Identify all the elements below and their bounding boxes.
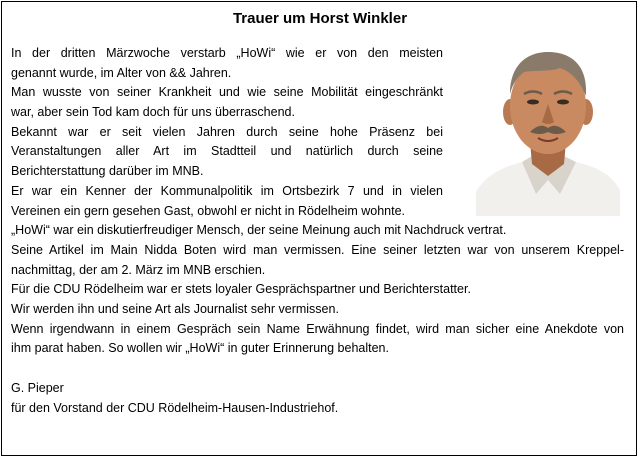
text-line: Wir werden ihn und seine Art als Journalist sehr vermissen.	[11, 301, 339, 316]
text-line: genannt wurde, im Alter von && Jahren.	[11, 65, 232, 80]
text-line: Er war ein Kenner der Kommunalpolitik im Ortsbezirk 7 und in vielen	[11, 183, 443, 198]
signature-name: G. Pieper	[11, 381, 64, 395]
text-line: nachmittag, der am 2. März im MNB erschien.	[11, 262, 266, 277]
page-frame	[1, 1, 637, 456]
text-line: In der dritten Märzwoche verstarb „HoWi“ wie er von den meisten	[11, 46, 443, 60]
article-title: Trauer um Horst Winkler	[232, 10, 408, 27]
right-eye-shape	[557, 100, 569, 105]
text-line: Berichterstattung darüber im MNB.	[11, 164, 204, 179]
text-line: „HoWi“ war ein diskutierfreudiger Mensch, der seine Meinung auch mit Nachdruck vertrat.	[11, 223, 507, 238]
left-eye-shape	[527, 100, 539, 105]
text-line: Vereinen ein gern gesehen Gast, obwohl er nicht in Rödelheim wohnte.	[11, 203, 406, 218]
text-line: Man wusste von seiner Krankheit und wie seine Mobilität eingeschränkt	[11, 85, 443, 100]
text-line: Veranstaltungen aller Art im Stadtteil und natürlich durch seine	[11, 144, 443, 159]
text-line: Wenn irgendwann in einem Gespräch sein Name Erwähnung findet, wird man sicher eine Anekdote von	[11, 321, 624, 336]
blank-line	[11, 359, 633, 379]
portrait-photo-icon	[476, 42, 620, 216]
portrait-photo	[476, 42, 620, 216]
text-line: Für die CDU Rödelheim war er stets loyaler Gesprächspartner und Berichterstatter.	[11, 282, 471, 297]
text-line: Seine Artikel im Main Nidda Boten wird man vermissen. Eine seiner letzten war von unserem Kreppel-	[11, 242, 624, 257]
text-line: Bekannt war er seit vielen Jahren durch seine hohe Präsenz bei	[11, 124, 443, 139]
text-line: ihm parat haben. So wollen wir „HoWi“ in guter Erinnerung behalten.	[11, 341, 389, 356]
text-line: war, aber sein Tod kam doch für uns überraschend.	[11, 105, 295, 120]
signature-organization: für den Vorstand der CDU Rödelheim-Hausen-Industriehof.	[11, 400, 339, 415]
